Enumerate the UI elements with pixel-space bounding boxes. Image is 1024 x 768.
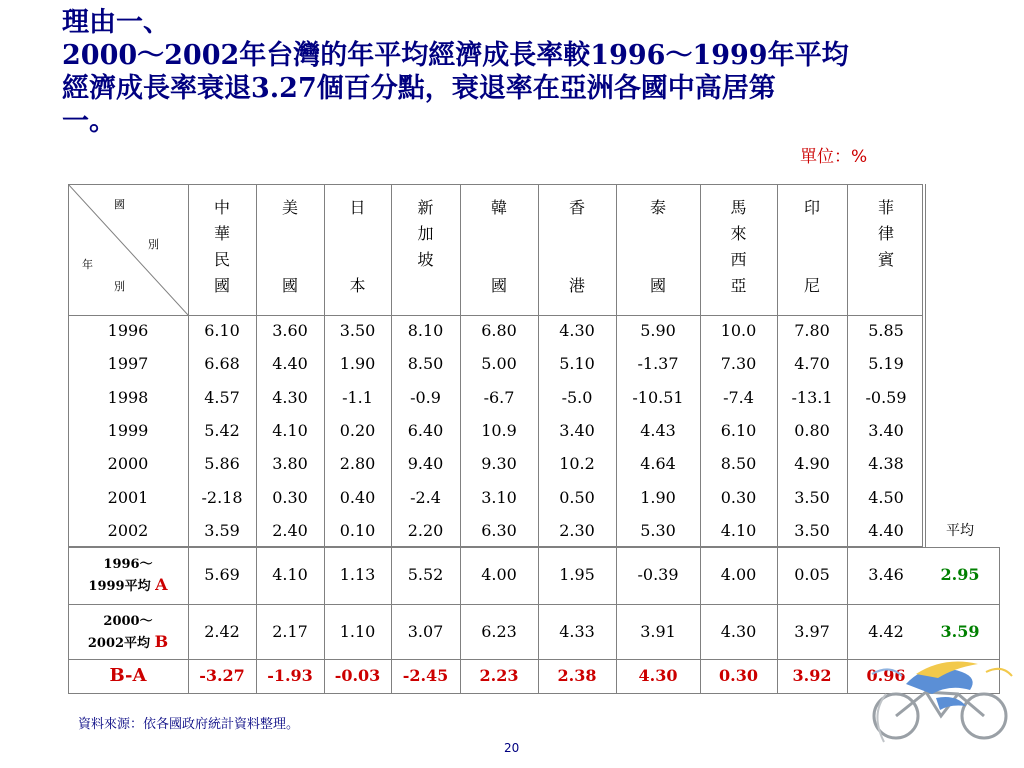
data-cell: 3.50 xyxy=(794,521,830,540)
data-cell: 8.50 xyxy=(720,454,757,473)
country-header-char: 律 xyxy=(877,224,894,243)
year-label: 1999 xyxy=(107,421,149,440)
summary-cell: 1.10 xyxy=(339,622,376,641)
data-cell: 4.40 xyxy=(868,521,904,540)
summary-cell: 2.42 xyxy=(204,622,240,641)
data-cell: 5.19 xyxy=(868,354,904,373)
country-header-char: 馬 xyxy=(730,198,747,217)
country-header-char: 印 xyxy=(803,198,820,217)
header-separator xyxy=(68,315,923,316)
country-header-char: 菲 xyxy=(877,198,894,217)
country-header xyxy=(323,195,393,299)
data-cell: 5.10 xyxy=(559,354,595,373)
summary-label-line: 2000～ xyxy=(103,614,153,629)
title-line: 經濟成長率衰退3.27個百分點，衰退率在亞洲各國中高居第 xyxy=(62,73,776,104)
data-cell: 7.30 xyxy=(720,354,757,373)
country-header-char xyxy=(323,247,393,273)
data-cell: 1.90 xyxy=(339,354,376,373)
summary-cell: 5.69 xyxy=(204,565,240,584)
data-cell: -0.9 xyxy=(410,388,441,407)
country-header xyxy=(623,195,693,299)
country-header xyxy=(255,195,325,299)
diff-cell: -2.45 xyxy=(402,666,449,685)
corner-bie: 別 xyxy=(148,238,159,251)
summary-tag: A xyxy=(155,575,168,594)
data-cell: 3.59 xyxy=(204,521,240,540)
country-header-char xyxy=(542,247,612,273)
data-cell: 6.68 xyxy=(204,354,240,373)
country-header-char: 港 xyxy=(568,276,585,295)
country-header-char: 尼 xyxy=(803,276,820,295)
diff-cell: 3.92 xyxy=(792,666,832,685)
data-cell: 3.40 xyxy=(559,421,595,440)
country-header-char: 民 xyxy=(213,250,230,269)
data-cell: 3.80 xyxy=(272,454,308,473)
country-header-char xyxy=(323,221,393,247)
data-cell: 0.40 xyxy=(339,488,376,507)
country-header-char: 香 xyxy=(568,198,585,217)
data-cell: 3.60 xyxy=(272,321,308,340)
data-cell: 0.30 xyxy=(720,488,757,507)
country-header xyxy=(464,195,534,299)
data-cell: 5.90 xyxy=(640,321,676,340)
data-cell: -1.1 xyxy=(342,388,373,407)
country-header-char xyxy=(391,273,461,299)
country-header xyxy=(704,195,774,299)
summary-separator xyxy=(68,604,1000,605)
data-cell: 4.38 xyxy=(868,454,904,473)
data-cell: 0.30 xyxy=(272,488,308,507)
summary-separator xyxy=(68,547,1000,548)
title-line: 一。 xyxy=(62,106,116,137)
summary-cell: 5.52 xyxy=(407,565,444,584)
data-cell: 4.30 xyxy=(559,321,595,340)
data-cell: 2.30 xyxy=(559,521,595,540)
data-cell: 4.70 xyxy=(794,354,830,373)
year-label: 2001 xyxy=(107,488,149,507)
data-cell: 2.80 xyxy=(339,454,376,473)
country-header-char: 西 xyxy=(730,250,747,269)
summary-cell: 3.97 xyxy=(794,622,830,641)
country-header xyxy=(391,195,461,299)
summary-label-text: 2002平均 xyxy=(87,636,151,651)
summary-cell: 3.07 xyxy=(407,622,444,641)
summary-label xyxy=(78,555,178,597)
diff-cell: 2.23 xyxy=(479,666,519,685)
diff-cell: -3.27 xyxy=(199,666,245,685)
table-left xyxy=(68,547,69,694)
summary-separator xyxy=(68,659,1000,660)
data-cell: 2.40 xyxy=(272,521,308,540)
summary-average: 3.59 xyxy=(940,622,980,641)
country-header-char: 坡 xyxy=(417,250,434,269)
country-header-char: 國 xyxy=(490,276,507,295)
data-cell: 0.20 xyxy=(339,421,376,440)
data-cell: 4.10 xyxy=(272,421,308,440)
country-header xyxy=(851,195,921,299)
data-cell: 0.10 xyxy=(339,521,376,540)
data-cell: 4.90 xyxy=(794,454,830,473)
data-cell: 4.30 xyxy=(272,388,308,407)
year-label: 1996 xyxy=(107,321,149,340)
data-cell: -2.18 xyxy=(201,488,243,507)
data-cell: 6.40 xyxy=(407,421,444,440)
summary-cell: 4.00 xyxy=(481,565,517,584)
country-header-char: 美 xyxy=(281,198,298,217)
country-header-char xyxy=(542,221,612,247)
table-bottom xyxy=(68,693,1000,694)
data-cell: 10.0 xyxy=(720,321,757,340)
country-header-char: 泰 xyxy=(649,198,666,217)
diff-label: B-A xyxy=(109,665,147,686)
diff-cell: -0.03 xyxy=(334,666,381,685)
country-header-char xyxy=(777,221,847,247)
source-note: 資料來源：依各國政府統計資料整理。 xyxy=(78,717,300,732)
data-cell: -7.4 xyxy=(723,388,754,407)
summary-cell: 2.17 xyxy=(272,622,308,641)
country-header-char xyxy=(623,221,693,247)
data-cell: 4.57 xyxy=(204,388,240,407)
data-cell: 4.10 xyxy=(720,521,757,540)
country-header-char: 來 xyxy=(730,224,747,243)
data-cell: 6.80 xyxy=(481,321,517,340)
country-header-char: 華 xyxy=(213,224,230,243)
data-cell: 3.50 xyxy=(339,321,376,340)
data-cell: 9.30 xyxy=(481,454,517,473)
country-header-char: 新 xyxy=(417,198,434,217)
cyclist-logo xyxy=(866,654,1016,764)
data-cell: 4.50 xyxy=(868,488,904,507)
country-header xyxy=(777,195,847,299)
data-cell: 5.42 xyxy=(204,421,240,440)
country-header-char: 賓 xyxy=(877,250,894,269)
data-cell: 5.86 xyxy=(204,454,240,473)
year-label: 1998 xyxy=(107,388,149,407)
diff-cell: 0.30 xyxy=(719,666,758,685)
country-header-char xyxy=(255,221,325,247)
data-cell: 3.10 xyxy=(481,488,517,507)
diff-cell: 2.38 xyxy=(557,666,597,685)
slide-title xyxy=(62,6,962,138)
unit-label: 單位：% xyxy=(800,147,868,167)
year-label: 1997 xyxy=(107,354,149,373)
year-label: 2000 xyxy=(107,454,149,473)
data-cell: 4.64 xyxy=(640,454,676,473)
data-cell: -0.59 xyxy=(865,388,907,407)
data-cell: -10.51 xyxy=(632,388,684,407)
data-cell: 5.30 xyxy=(640,521,676,540)
country-header-char: 國 xyxy=(281,276,298,295)
data-cell: 7.80 xyxy=(794,321,830,340)
summary-cell: 6.23 xyxy=(481,622,517,641)
summary-label xyxy=(78,612,178,654)
data-cell: 6.10 xyxy=(204,321,240,340)
summary-cell: 3.46 xyxy=(868,565,904,584)
country-header-char: 亞 xyxy=(730,276,747,295)
diff-cell: 0.96 xyxy=(866,666,906,685)
data-cell: -1.37 xyxy=(637,354,679,373)
corner-year: 年 xyxy=(82,258,93,271)
summary-cell: 0.05 xyxy=(794,565,830,584)
summary-label-line xyxy=(78,632,178,654)
data-cell: -5.0 xyxy=(561,388,593,407)
data-cell: 10.9 xyxy=(481,421,517,440)
data-cell: 6.10 xyxy=(720,421,757,440)
summary-cell: 3.91 xyxy=(640,622,676,641)
country-header xyxy=(542,195,612,299)
country-header xyxy=(187,195,257,299)
summary-cell: -0.39 xyxy=(637,565,679,584)
country-header-char: 國 xyxy=(649,276,666,295)
data-cell: 5.85 xyxy=(868,321,904,340)
summary-cell: 1.95 xyxy=(559,565,595,584)
corner-bie: 別 xyxy=(114,280,125,293)
country-header-char xyxy=(255,247,325,273)
data-cell: 8.10 xyxy=(407,321,444,340)
country-header-char: 韓 xyxy=(490,198,507,217)
country-header-char xyxy=(464,221,534,247)
data-cell: -2.4 xyxy=(410,488,441,507)
data-cell: 0.80 xyxy=(794,421,830,440)
data-cell: 4.40 xyxy=(272,354,308,373)
summary-cell: 4.00 xyxy=(720,565,757,584)
data-cell: -13.1 xyxy=(791,388,833,407)
summary-cell: 1.13 xyxy=(339,565,376,584)
data-cell: 4.43 xyxy=(640,421,676,440)
data-cell: 10.2 xyxy=(559,454,595,473)
summary-tag: B xyxy=(154,632,169,651)
data-cell: 0.50 xyxy=(559,488,595,507)
corner-country: 國 xyxy=(114,198,125,211)
title-line: 理由一、 xyxy=(62,7,170,38)
page-number: 20 xyxy=(504,741,520,755)
data-cell: -6.7 xyxy=(483,388,515,407)
summary-label-line xyxy=(78,575,178,597)
data-cell: 1.90 xyxy=(640,488,676,507)
average-header: 平均 xyxy=(946,523,974,539)
country-header-char xyxy=(851,273,921,299)
summary-cell: 4.33 xyxy=(559,622,595,641)
data-cell: 3.50 xyxy=(794,488,830,507)
diff-cell: 4.30 xyxy=(638,666,678,685)
summary-label-line: 1996～ xyxy=(103,557,153,572)
diff-cell: -1.93 xyxy=(267,666,313,685)
corner-diagonal xyxy=(68,184,188,315)
title-line: 2000～2002年台灣的年平均經濟成長率較1996～1999年平均 xyxy=(62,40,849,71)
summary-cell: 4.42 xyxy=(868,622,904,641)
summary-cell: 4.10 xyxy=(272,565,308,584)
country-header-char: 國 xyxy=(213,276,230,295)
data-cell: 2.20 xyxy=(407,521,444,540)
country-header-char: 加 xyxy=(417,224,434,243)
country-header-char: 本 xyxy=(349,276,366,295)
data-cell: 8.50 xyxy=(407,354,444,373)
data-cell: 5.00 xyxy=(481,354,517,373)
summary-average: 2.95 xyxy=(940,565,980,584)
summary-label-text: 1999平均 xyxy=(88,579,151,594)
data-cell: 6.30 xyxy=(481,521,517,540)
data-cell: 9.40 xyxy=(407,454,444,473)
year-label: 2002 xyxy=(107,521,149,540)
country-header-char xyxy=(623,247,693,273)
country-header-char xyxy=(464,247,534,273)
summary-cell: 4.30 xyxy=(720,622,757,641)
country-header-char xyxy=(777,247,847,273)
country-header-char: 日 xyxy=(349,198,366,217)
country-header-char: 中 xyxy=(213,198,230,217)
data-cell: 3.40 xyxy=(868,421,904,440)
